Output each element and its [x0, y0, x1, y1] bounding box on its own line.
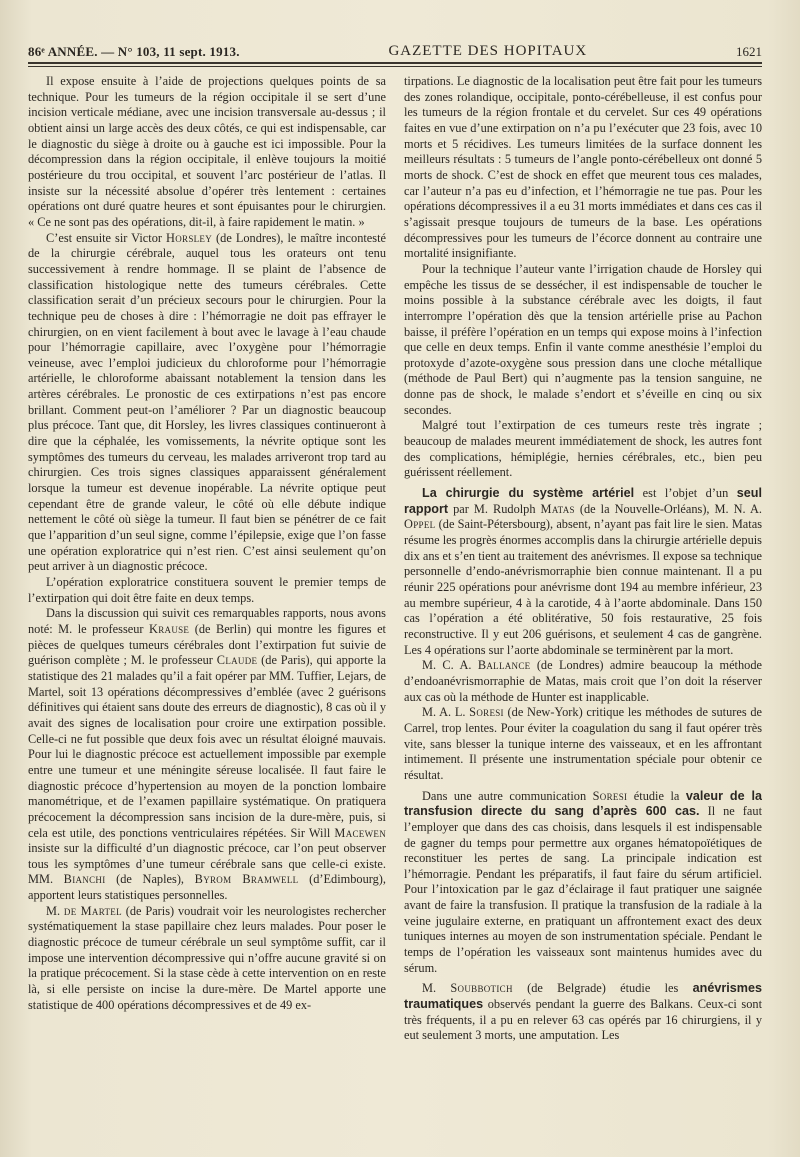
paragraph: M. Soubbotich (de Belgrade) étudie les anévrismes traumatiques observés pendant la guerre des Balkans. Ceux-ci sont très fréquents, il a pu en relever 63 cas opérés par 16 chirurgiens, il y eut seulement 3 morts, une amputation. Les — [404, 981, 762, 1043]
left-column — [28, 74, 386, 1127]
paragraph: tirpations. Le diagnostic de la localisation peut être fait pour les tumeurs des zones rolandique, occipitale, ponto-cérébelleuse, il est confus pour les tumeurs de la région frontale et du cervelet. Sur ces 49 opérations faites en vue d’une extirpation on n’a pu l’exécuter que 23 fois, avec 10 morts et 5 récidives. Les tumeurs limitées de la surface donnent les meilleurs résultats : 5 tumeurs de l’angle ponto-cérébelleux ont donné 5 morts de shock. C’est de shock en effet que meurent tous ces malades, car l’auteur n’a pas eu d’infection, et l’hémorragie ne tue pas. Pour les opérations décompressives il a eu 31 morts immédiates et dans ces cas il s’agissait presque toujours de tumeurs de la base. Les opérations décompressives pour les tumeurs de l’écorce donnent au contraire une mortalité insignifiante. — [404, 74, 762, 261]
person-name: Horsley — [166, 230, 213, 245]
person-name: Soubbotich — [450, 981, 513, 996]
page-header — [28, 34, 762, 60]
section-heading: La chirurgie du système artériel — [422, 486, 635, 501]
page-number: 1621 — [735, 44, 762, 59]
paragraph: Malgré tout l’extirpation de ces tumeurs reste très ingrate ; beaucoup de malades meurent immédiatement de shock, les autres font des complications, hémiplégie, hernies cérébrales, etc., bien peu guérissent réellement. — [404, 418, 762, 480]
issue-line: 86ᵉ ANNÉE. — N° 103, 11 sept. 1913. — [28, 44, 240, 59]
paragraph: C’est ensuite sir Victor Horsley (de Londres), le maître incontesté de la chirurgie cérébrale, auquel tous les orateurs ont tenu successivement à rendre hommage. Il se plaint de l’absence de classification histologique nette des tumeurs cérébrales. Cette classification serait d’un précieux secours pour le chirurgien. Pour la technique peu de choses à dire : l’hémorragie ne doit pas effrayer le chirurgien, on en vient facilement à bout avec le lavage à l’eau chaude pour l’hémorragie capillaire, avec l’oxygène pour l’hémorragie veineuse, avec l’emploi judicieux du chloroforme pour l’hémorragie artérielle, le chloroforme abaissant notablement la tension dans les artères cérébrales. Le pronostic de ces extirpations n’est pas encore brillant. Comment peut-on l’améliorer ? Par un diagnostic beaucoup plus précoce. Tant que, dit Horsley, les livres classiques continueront à dire que la céphalée, les vomissements, la névrite optique sont les symptômes des tumeurs du cerveau, les malades arriveront trop tard au chirurgien. Ces trois signes classiques apparaissent généralement lorsque la tumeur est devenue inopérable. La névrite optique peut cependant être de grande valeur, le côté où elle débute indique nettement le côté où siège la tumeur. Il faut bien se pénétrer de ce fait que l’apparition d’un seul signe, comme l’épilepsie, exige que l’on fasse une opération exploratrice qui n’est rien. C’est ainsi seulement qu’on peut arriver à un diagnostic précoce. — [28, 230, 386, 574]
header-rule — [28, 62, 762, 64]
topic-heading: anévrismes traumatiques — [404, 981, 762, 1012]
person-name: Oppel — [404, 517, 436, 532]
person-name: Ballance — [477, 658, 531, 673]
person-name: Bianchi — [63, 872, 106, 887]
section-paragraph: La chirurgie du système artériel est l’objet d’un seul rapport par M. Rudolph Matas (de la Nouvelle-Orléans), M. N. A. Oppel (de Saint-Pétersbourg), absent, n’ayant pas fait lire le sien. Matas résume les progrès énormes accomplis dans la chirurgie artérielle depuis dix ans et s’en tient au traitement des anévrismes. Il expose sa technique personnelle d’endo-anévrismorraphie bien connue maintenant. Il a pu réunir 225 opérations pour anévrisme dont 194 au membre inférieur, 23 au membre supérieur, 4 à la carotide, 4 à l’aorte abdominale. Dans 150 cas l’opération a été oblitérative, 50 fois restaurative, 25 fois reconstructive. Il y eut 206 guérisons, et seulement 4 cas de gangrène. Les 4 opérations sur l’aorte abdominale se terminèrent par la mort. — [404, 486, 762, 657]
person-name: Soresi — [469, 705, 504, 720]
paragraph: M. C. A. Ballance (de Londres) admire beaucoup la méthode d’endoanévrismorraphie de Matas, mais croit que l’on doit la réserver aux cas où la méthode de Hunter est inapplicable. — [404, 658, 762, 704]
paragraph: L’opération exploratrice constituera souvent le premier temps de l’extirpation qui doit être faite en deux temps. — [28, 575, 386, 605]
paragraph: Dans la discussion qui suivit ces remarquables rapports, nous avons noté: M. le professeur Krause (de Berlin) qui montre les figures et pièces de quelques tumeurs cérébrales dont l’extirpation fut suivie de guérison complète ; M. le professeur Claude (de Paris), qui apporte la statistique des 21 malades qu’il a fait opérer par MM. Tuffier, Lejars, de Martel, soit 13 opérations décompressives d’emblée (avec 2 guérisons définitives qui étaient sans doute des erreurs de diagnostic), 8 cas où il y avait des signes de localisation pour croire une extirpation possible. Celle-ci ne fut possible que deux fois avec un résultat éloigné mauvais. Pour lui le diagnostic précoce est actuellement impossible par exemple entre une tumeur et une méningite séreuse localisée. Il faut faire le diagnostic précoce d’hypertension au moyen de la ponction lombaire manométrique, et de l’examen papillaire systématique. On pratiquera précocement la décompression sans incision de la dure-mère, puis, si cela est utile, des ponctions ventriculaires répétées. Sir Will Macewen insiste sur la difficulté d’un diagnostic précoce, car l’on peut observer tous les symptômes d’une tumeur cérébrale sans que celle-ci existe. MM. Bianchi (de Naples), Byrom Bramwell (d’Edimbourg), apportent leurs statistiques personnelles. — [28, 606, 386, 903]
paragraph: Dans une autre communication Soresi étudie la valeur de la transfusion directe du sang d’après 600 cas. Il ne faut l’employer que dans des cas choisis, dans lesquels il est indispensable de gagner du temps pour permettre aux organes hématopoïétiques de reconstituer les pertes de sang. La principale indication est l’hémorragie. Pendant les préparatifs, il faut faire du sérum artificiel. Pour l’intoxication par le gaz d’éclairage il faut pratiquer une saignée avant de faire la transfusion. Il pratique la transfusion de la radiale à la veine jugulaire externe, en pratiquant un affrontement exact des deux tuniques internes au moyen de son instrumentation spéciale. Pendant le temps de l’opération les vaisseaux sont maintenus humides avec du sérum. — [404, 788, 762, 975]
paragraph: Pour la technique l’auteur vante l’irrigation chaude de Horsley qui empêche les tissus de se dessécher, il est indispensable de toucher le moins possible à la substance cérébrale avec les doigts, il faut interrompre l’opération dès que la tension artérielle prise au Pachon baisse, il préfère l’opération en un temps qui expose moins à l’infection que celle en deux temps. Enfin il vante comme anesthésie l’emploi du protoxyde d’azote-oxygène sous pression dans une cloche métallique (méthode de Paul Bert) qui n’augmente pas la tension sanguine, ne donne pas de shock, le malade s’endort et s’éveille en cinq ou six secondes. — [404, 261, 762, 417]
article-columns — [28, 74, 762, 1127]
person-name: Matas — [540, 501, 575, 516]
person-name: de Martel — [63, 903, 122, 918]
right-column — [404, 74, 762, 1127]
person-name: Krause — [149, 621, 190, 636]
journal-title: GAZETTE DES HOPITAUX — [388, 43, 588, 59]
person-name: Soresi — [592, 788, 628, 803]
topic-heading: valeur de la transfusion directe du sang d’après 600 cas. — [404, 788, 762, 819]
person-name: Byrom Bramwell — [194, 872, 299, 887]
paragraph: M. de Martel (de Paris) voudrait voir les neurologistes rechercher systématiquement la stase papillaire chez leurs malades. Pour poser le diagnostic précoce de tumeur cérébrale un seul symptôme suffit, car il impose une intervention décompressive qui n’offre aucune gravité si on la pratique précocement. Si la stase cède à cette intervention on en reste là, si elle persiste on incise la dure-mère. De Martel apporte une statistique de 400 opérations décompressives et de 49 ex- — [28, 903, 386, 1012]
person-name: Claude — [216, 653, 258, 668]
paragraph: M. A. L. Soresi (de New-York) critique les méthodes de sutures de Carrel, trop lentes. Pour éviter la coagulation du sang il faut opérer très vite, sans blesser la tunique interne des vaisseaux, et en les affrontant intimement. Il présente une instrumentation spéciale pour obtenir ce résultat. — [404, 705, 762, 782]
person-name: Macewen — [334, 825, 386, 840]
header-rule-thin — [28, 66, 762, 67]
paragraph: Il expose ensuite à l’aide de projections quelques points de sa technique. Pour les tumeurs de la région occipitale il se sert d’une incision verticale médiane, avec une incision transversale au-dessus ; il obtient ainsi un large accès des deux côtés, ce qui est indispensable, car le diagnostic du siège à droite ou à gauche est ici impossible. Pour la décompression dans la région occipitale, il enlève toujours la moitié postérieure du trou occipital, et souvent l’arc postérieur de l’atlas. Il insiste sur la nécessité absolue d’opérer très lentement : certaines opérations ont duré quatre heures et sont épuisantes pour le chirurgien. « Ce ne sont pas des opérations, dit-il, à faire rapidement le matin. » — [28, 74, 386, 229]
